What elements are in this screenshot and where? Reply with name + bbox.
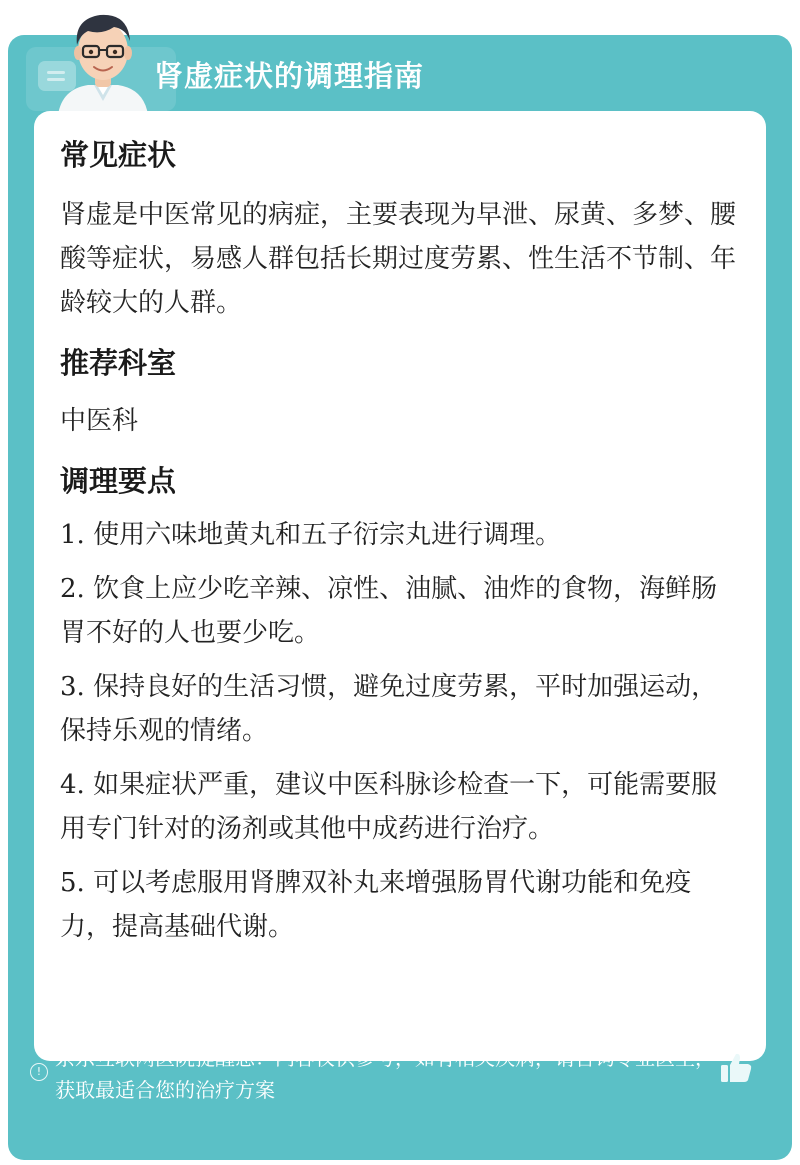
tip-item bbox=[60, 763, 740, 851]
tip-number: 1. bbox=[60, 520, 85, 550]
tip-number: 5. bbox=[60, 868, 85, 898]
tips-heading: 调理要点 bbox=[60, 464, 177, 498]
info-icon: ! bbox=[30, 1063, 48, 1081]
content-card bbox=[34, 111, 766, 1061]
tips-list bbox=[60, 513, 740, 949]
tip-text: 可以考虑服用肾脾双补丸来增强肠胃代谢功能和免疫力，提高基础代谢。 bbox=[60, 868, 692, 942]
tip-item bbox=[60, 513, 740, 557]
tip-text: 保持良好的生活习惯，避免过度劳累，平时加强运动，保持乐观的情绪。 bbox=[60, 672, 718, 746]
tip-text: 如果症状严重，建议中医科脉诊检查一下，可能需要服用专门针对的汤剂或其他中成药进行治疗。 bbox=[60, 770, 718, 844]
tip-item bbox=[60, 665, 740, 753]
symptoms-heading: 常见症状 bbox=[60, 138, 177, 172]
doctor-avatar bbox=[48, 5, 158, 115]
department-heading: 推荐科室 bbox=[60, 346, 177, 380]
tip-number: 2. bbox=[60, 574, 85, 604]
tip-number: 4. bbox=[60, 770, 85, 800]
page-title: 肾虚症状的调理指南 bbox=[154, 59, 425, 93]
tip-item bbox=[60, 861, 740, 949]
tip-text: 使用六味地黄丸和五子衍宗丸进行调理。 bbox=[84, 520, 562, 550]
tip-item bbox=[60, 567, 740, 655]
thumbs-up-icon[interactable] bbox=[718, 1050, 754, 1086]
footer-disclaimer: 京东互联网医院提醒您：内容仅供参考，如有相关疾病，请咨询专业医生，获取最适合您的治疗方案 bbox=[55, 1046, 715, 1102]
symptoms-text: 肾虚是中医常见的病症，主要表现为早泄、尿黄、多梦、腰酸等症状，易感人群包括长期过度劳累、性生活不节制、年龄较大的人群。 bbox=[60, 200, 737, 318]
tip-text: 饮食上应少吃辛辣、凉性、油腻、油炸的食物，海鲜肠胃不好的人也要少吃。 bbox=[60, 574, 718, 648]
guide-panel bbox=[8, 35, 792, 1160]
tip-number: 3. bbox=[60, 672, 85, 702]
department-text: 中医科 bbox=[60, 406, 139, 436]
